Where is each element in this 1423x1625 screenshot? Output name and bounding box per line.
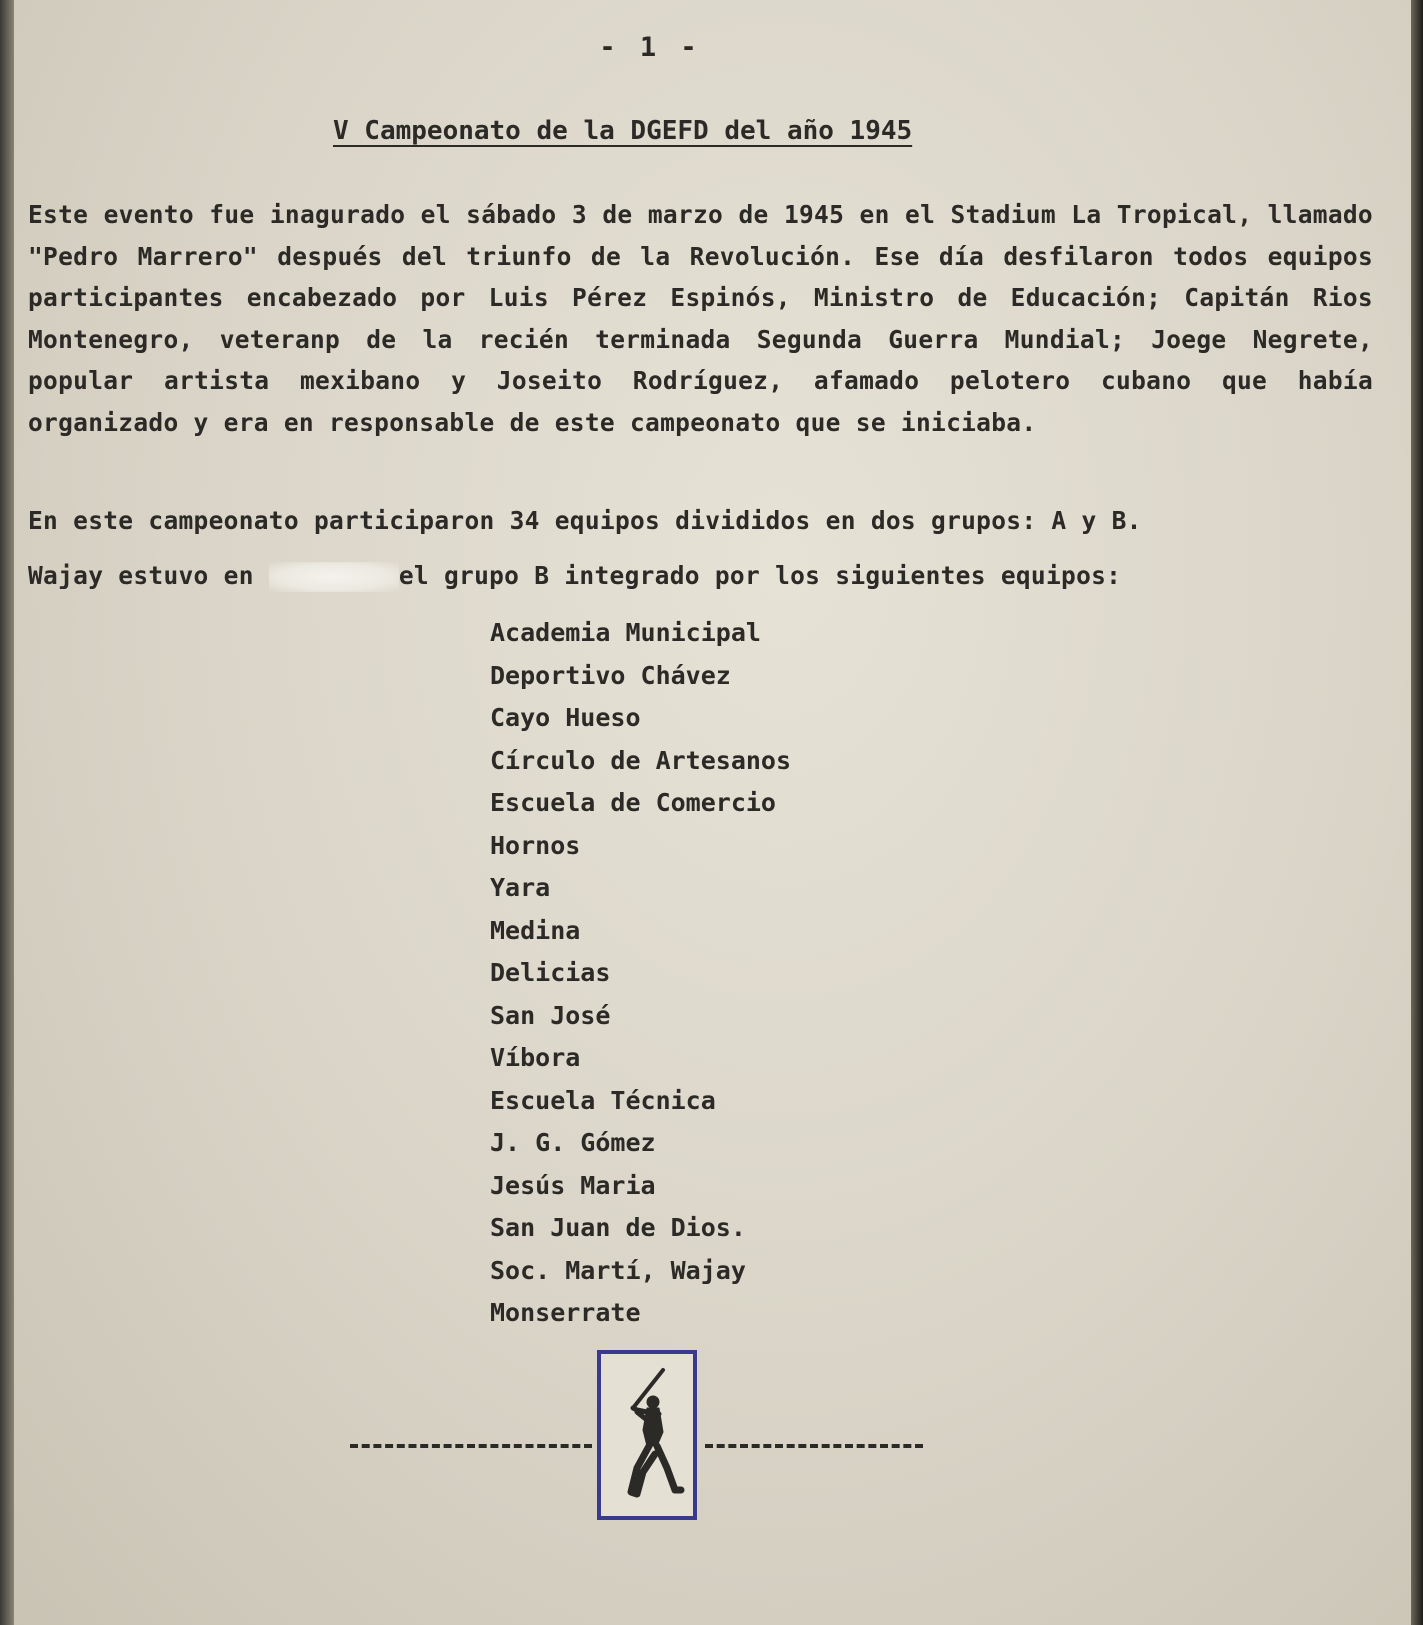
paragraph-group-intro bbox=[28, 555, 1373, 597]
team-item: Academia Municipal bbox=[490, 618, 761, 647]
team-item: Cayo Hueso bbox=[490, 703, 641, 732]
page-title: V Campeonato de la DGEFD del año 1945 bbox=[333, 116, 913, 146]
team-item: Víbora bbox=[490, 1043, 581, 1072]
group-intro-after: el grupo B integrado por los siguientes equipos: bbox=[398, 561, 1122, 590]
team-item: Círculo de Artesanos bbox=[490, 745, 792, 775]
page-right-edge bbox=[1411, 0, 1423, 1625]
team-item: Delicias bbox=[490, 958, 611, 987]
page-left-edge bbox=[0, 0, 14, 1625]
baseball-batter-icon bbox=[597, 1350, 697, 1520]
paragraph-inauguration: Este evento fue inagurado el sábado 3 de marzo de 1945 en el Stadium La Tropical, llamado "Pedro Marrero" después del triunfo de la Revolución. Ese día desfilaron todos equipos participantes encabezado por Luis Pérez Espinós, Ministro de Educación; Capitán Rios Montenegro, veteranp de la recién terminada Segunda Guerra Mundial; Joege Negrete, popular artista mexibano y Joseito Rodríguez, afamado pelotero cubano que había organizado y era en responsable de este campeonato que se iniciaba. bbox=[28, 200, 1373, 437]
team-item: Monserrate bbox=[490, 1298, 641, 1327]
team-item: Escuela de Comercio bbox=[490, 788, 776, 817]
team-list bbox=[490, 612, 791, 1335]
redaction-mark bbox=[269, 562, 399, 592]
team-item: Medina bbox=[490, 915, 581, 945]
group-intro-before: Wajay estuvo en bbox=[28, 561, 269, 590]
team-item: San José bbox=[490, 1000, 611, 1030]
team-item: J. G. Gómez bbox=[490, 1128, 656, 1157]
paragraph-participants: En este campeonato participaron 34 equipos divididos en dos grupos: A y B. bbox=[28, 506, 1142, 535]
team-item: Soc. Martí, Wajay bbox=[490, 1255, 746, 1285]
team-item: San Juan de Dios. bbox=[490, 1213, 746, 1242]
divider-dashes-left bbox=[350, 1444, 592, 1448]
team-item: Escuela Técnica bbox=[490, 1085, 716, 1115]
team-item: Hornos bbox=[490, 830, 581, 860]
team-item: Jesús Maria bbox=[490, 1170, 656, 1200]
team-item: Yara bbox=[490, 873, 551, 902]
divider-dashes-right bbox=[705, 1444, 923, 1448]
page-number: - 1 - bbox=[599, 32, 701, 63]
footer-divider bbox=[350, 1350, 925, 1530]
team-item: Deportivo Chávez bbox=[490, 660, 731, 690]
